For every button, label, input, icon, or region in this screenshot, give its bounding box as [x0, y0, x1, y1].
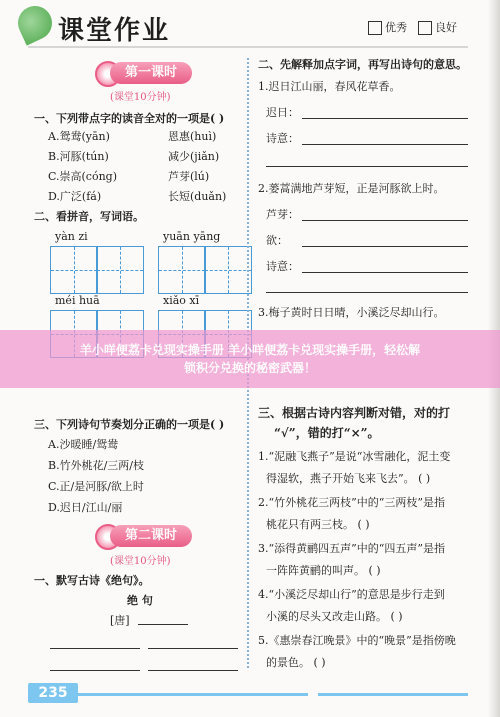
lesson1-badge: 第一课时	[110, 62, 192, 84]
pinyin-4: xiǎo xī	[163, 294, 200, 307]
judge-4b: 小溪的尽头又改走山路。 ( )	[266, 610, 403, 623]
char-grid[interactable]	[158, 246, 206, 294]
sec3-title-2: “√”，错的打“×”。	[274, 426, 380, 440]
q3-option-b: B.竹外桃花/三两/枝	[48, 459, 144, 472]
answer-line[interactable]	[302, 272, 468, 273]
footer-rule	[318, 693, 468, 696]
poem-line-2: 2.蒌蒿满地芦芽短，正是河豚欲上时。	[258, 182, 445, 195]
checkbox-icon[interactable]	[368, 21, 382, 35]
q1-option-a: A.鸳鸯(yān)	[48, 130, 110, 143]
judge-4a: 4.“小溪泛尽却山行”的意思是步行走到	[258, 588, 445, 601]
judge-3b: 一阵阵黄鹂的叫声。 ( )	[266, 564, 381, 577]
label-shiyi-2: 诗意：	[266, 260, 299, 273]
answer-line[interactable]	[302, 220, 468, 221]
pinyin-1: yàn zi	[55, 230, 88, 243]
q1-option-a2: 恩惠(huì)	[168, 130, 217, 143]
banner-line-1: 羊小咩便荔卡兑现实操手册 羊小咩便荔卡兑现实操手册，轻松解	[79, 343, 421, 357]
lesson2-time: (课堂10分钟)	[110, 556, 171, 567]
poem-title: 绝 句	[127, 594, 153, 607]
q1-option-d2: 长短(duǎn)	[168, 190, 227, 203]
char-grid[interactable]	[204, 246, 252, 294]
footer-rule	[78, 693, 308, 696]
q1-option-d: D.广泛(fá)	[48, 190, 102, 203]
q4-title: 一、默写古诗《绝句》。	[34, 574, 150, 587]
author-line[interactable]	[138, 624, 188, 625]
judge-1a: 1.“泥融飞燕子”是说“冰雪融化，泥土变	[258, 450, 451, 463]
page-title: 课堂作业	[58, 16, 171, 46]
page-number: 235	[28, 683, 78, 703]
char-grid[interactable]	[96, 246, 144, 294]
judge-2b: 桃花只有两三枝。 ( )	[266, 518, 370, 531]
poem-line-1: 1.迟日江山丽，春风花草香。	[258, 80, 401, 93]
q1-option-b: B.河豚(tún)	[48, 150, 109, 163]
char-grid[interactable]	[50, 246, 98, 294]
q1-title: 一、下列带点字的读音全对的一项是( )	[34, 112, 225, 125]
label-chiri: 迟日：	[266, 106, 299, 119]
q3-title: 三、下列诗句节奏划分正确的一项是( )	[34, 418, 225, 431]
answer-line[interactable]	[148, 648, 238, 649]
pinyin-3: méi huā	[55, 294, 100, 307]
label-shiyi-1: 诗意：	[266, 132, 299, 145]
judge-3a: 3.“添得黄鹂四五声”中的“四五声”是指	[258, 542, 445, 555]
answer-line[interactable]	[266, 166, 468, 167]
sec3-title-1: 三、根据古诗内容判断对错，对的打	[258, 406, 451, 420]
sec2-title: 二、先解释加点字词，再写出诗句的意思。	[258, 58, 467, 71]
overlay-banner[interactable]	[0, 330, 500, 388]
q1-option-c2: 芦芽(lú)	[168, 170, 210, 183]
label-yu: 欲：	[266, 234, 288, 247]
answer-line[interactable]	[266, 292, 468, 293]
rating-good[interactable]: 良好	[418, 19, 457, 35]
q2-title: 二、看拼音，写词语。	[34, 210, 144, 223]
lesson1-time: (课堂10分钟)	[110, 92, 171, 103]
q3-option-c: C.正/是河豚/欲上时	[48, 480, 144, 493]
answer-line[interactable]	[302, 144, 468, 145]
lesson2-badge: 第二课时	[110, 525, 192, 547]
q3-option-d: D.迟日/江山/丽	[48, 501, 123, 514]
answer-line[interactable]	[148, 670, 238, 671]
judge-5a: 5.《惠崇春江晚景》中的“晚景”是指傍晚	[258, 634, 456, 647]
q3-option-a: A.沙暖睡/鸳鸯	[48, 438, 119, 451]
q1-option-c: C.崇高(cóng)	[48, 170, 118, 183]
label-luya: 芦芽：	[266, 208, 299, 221]
pinyin-2: yuān yāng	[163, 230, 221, 243]
answer-line[interactable]	[50, 648, 140, 649]
judge-5b: 的景色。 ( )	[266, 656, 326, 669]
judge-1b: 得湿软，燕子开始飞来飞去”。 ( )	[266, 472, 431, 485]
poem-line-3: 3.梅子黄时日日晴，小溪泛尽却山行。	[258, 306, 445, 319]
answer-line[interactable]	[302, 246, 468, 247]
banner-line-2: 锁积分兑换的秘密武器！	[183, 361, 316, 375]
answer-line[interactable]	[302, 118, 468, 119]
rating-excellent[interactable]: 优秀	[368, 19, 407, 35]
poem-author: [唐]	[110, 614, 130, 627]
answer-line[interactable]	[50, 670, 140, 671]
q1-option-b2: 减少(jiǎn)	[168, 150, 220, 163]
judge-2a: 2.“竹外桃花三两枝”中的“三两枝”是指	[258, 496, 445, 509]
checkbox-icon[interactable]	[418, 21, 432, 35]
